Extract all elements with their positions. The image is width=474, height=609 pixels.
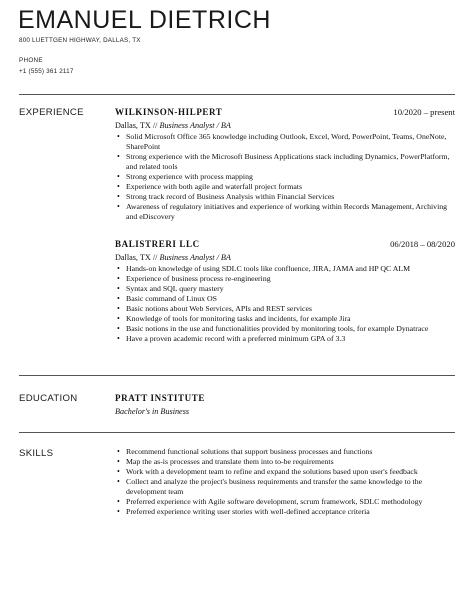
list-item: • Map the as-is processes and translate them into to-be requirements (115, 457, 455, 467)
list-item: • Recommend functional solutions that support business processes and functions (115, 447, 455, 457)
separator: // (150, 253, 160, 262)
list-item: • Strong experience with the Microsoft Business Applications stack including Dynamics, PowerPlatform, and related tools (115, 152, 455, 172)
job-location-role (115, 120, 455, 131)
list-item: • Preferred experience with Agile software development, scrum framework, SDLC methodology (115, 497, 455, 507)
list-item: • Knowledge of tools for monitoring tasks and incidents, for example Jira (115, 314, 455, 324)
job-entry (115, 107, 455, 222)
list-item: • Awareness of regulatory initiatives and experience of working within Records Management, Archiving and eDiscovery (115, 202, 455, 222)
skills-bullets (115, 447, 455, 517)
list-item: • Syntax and SQL query mastery (115, 284, 455, 294)
list-item: • Strong track record of Business Analysis within Financial Services (115, 192, 455, 202)
school-name: PRATT INSTITUTE (115, 393, 205, 403)
section-title-experience: EXPERIENCE (19, 107, 84, 118)
job-location: Dallas, TX (115, 253, 151, 262)
list-item: • Experience of business process re-engineering (115, 274, 455, 284)
job-location: Dallas, TX (115, 121, 151, 130)
list-item: • Experience with both agile and waterfall project formats (115, 182, 455, 192)
job-bullets (115, 132, 455, 222)
list-item: • Have a proven academic record with a preferred minimum GPA of 3.3 (115, 334, 455, 344)
section-title-education: EDUCATION (19, 393, 78, 404)
job-bullets (115, 264, 455, 344)
job-entry (115, 239, 455, 344)
list-item: • Solid Microsoft Office 365 knowledge including Outlook, Excel, Word, PowerPoint, Teams, OneNote, SharePoint (115, 132, 455, 152)
list-item: • Hands-on knowledge of using SDLC tools like confluence, JIRA, JAMA and HP QC ALM (115, 264, 455, 274)
company-name: WILKINSON-HILPERT (115, 107, 223, 117)
job-dates: 06/2018 – 08/2020 (390, 239, 455, 249)
list-item: • Work with a development team to refine and expand the solutions based upon user's feedback (115, 467, 455, 477)
list-item: • Preferred experience writing user stories with well-defined acceptance criteria (115, 507, 455, 517)
candidate-name: EMANUEL DIETRICH (18, 6, 271, 34)
list-item: • Collect and analyze the project's business requirements and transfer the same knowledge to the development team (115, 477, 455, 497)
divider (19, 94, 455, 95)
list-item: • Basic command of Linux OS (115, 294, 455, 304)
list-item: • Basic notions in the use and functionalities provided by monitoring tools, for example Dynatrace (115, 324, 455, 334)
job-role: Business Analyst / BA (159, 121, 231, 130)
job-dates: 10/2020 – present (393, 107, 455, 117)
divider (19, 432, 455, 433)
phone-label: PHONE (19, 57, 43, 64)
job-role: Business Analyst / BA (159, 253, 231, 262)
education-entry (115, 393, 455, 417)
separator: // (150, 121, 160, 130)
address: 800 LUETTGEN HIGHWAY, DALLAS, TX (19, 37, 141, 44)
company-name: BALISTRERI LLC (115, 239, 200, 249)
phone-number: +1 (555) 361 2117 (19, 68, 74, 75)
skills-entry (115, 446, 455, 517)
job-location-role (115, 252, 455, 263)
section-title-skills: SKILLS (19, 448, 54, 459)
list-item: • Strong experience with process mapping (115, 172, 455, 182)
list-item: • Basic notions about Web Services, APIs and REST services (115, 304, 455, 314)
divider (19, 375, 455, 376)
degree: Bachelor's in Business (115, 407, 190, 416)
